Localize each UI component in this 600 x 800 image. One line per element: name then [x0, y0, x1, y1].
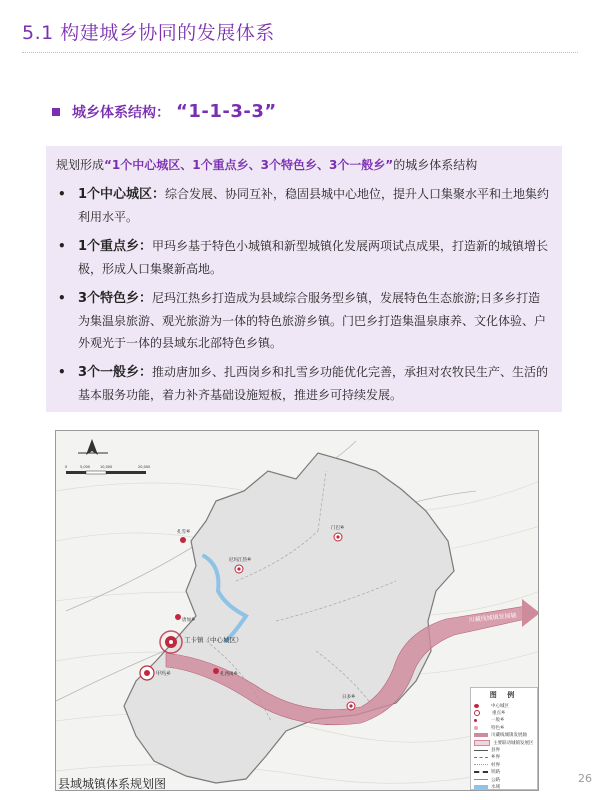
- item-label: 3个特色乡：: [78, 291, 153, 306]
- scale-label: 10,000: [100, 465, 113, 469]
- legend-item: 水域: [474, 783, 534, 790]
- scale-label: 0: [65, 465, 68, 469]
- bullet-dot-icon: •: [58, 365, 66, 379]
- place-label-menba: 门巴乡: [331, 526, 345, 531]
- section-heading-label: 城乡体系结构：: [72, 104, 170, 121]
- page-number: 26: [578, 772, 592, 785]
- intro-paragraph: [56, 154, 552, 176]
- intro-highlight: “1个中心城区、1个重点乡、3个特色乡、3个一般乡”: [104, 158, 394, 172]
- title-divider: [22, 52, 578, 53]
- map-canvas: [56, 431, 539, 791]
- place-tangjia: [175, 614, 196, 623]
- square-bullet-icon: [52, 108, 60, 116]
- place-label-center: 工卡镇（中心城区）: [184, 636, 243, 644]
- legend-item: 特色乡: [474, 724, 534, 731]
- place-label-jiama: 甲玛乡: [156, 671, 172, 677]
- legend-title: 图 例: [489, 691, 519, 699]
- legend-item: 村界: [474, 761, 534, 768]
- place-label-nima: 尼玛江热乡: [229, 558, 252, 563]
- place-label-tangjia: 唐加乡: [182, 618, 196, 623]
- legend-item: 川藏线城镇发展轴: [474, 732, 534, 739]
- item-text: 综合发展、协同互补，稳固县城中心地位，提升人口集聚水平和土地集约利用水平。: [78, 187, 550, 224]
- page-title: 5.1 构建城乡协同的发展体系: [22, 22, 275, 44]
- section-heading: [52, 101, 277, 122]
- item-text: 推动唐加乡、扎西岗乡和扎雪乡功能优化完善，承担对农牧民生产、生活的基本服务功能，着力补齐基础设施短板，推进乡可持续发展。: [78, 365, 549, 402]
- list-item: [56, 287, 552, 354]
- item-label: 1个中心城区：: [78, 187, 166, 202]
- intro-before: 规划形成: [56, 158, 105, 172]
- legend-item: 一般乡: [474, 717, 534, 724]
- legend-item: 中心城区: [474, 702, 534, 709]
- bullet-dot-icon: •: [58, 187, 66, 201]
- item-label: 3个一般乡：: [78, 365, 153, 380]
- scale-label: 20,000: [138, 465, 151, 469]
- legend-item: 重点乡: [474, 709, 534, 716]
- item-text: 甲玛乡基于特色小城镇和新型城镇化发展两项试点成果，打造新的城镇增长极，形成人口集聚新高地。: [78, 239, 549, 276]
- item-text: 尼玛江热乡打造成为县域综合服务型乡镇，发展特色生态旅游;日多乡打造为集温泉旅游、观光旅游为一体的特色旅游乡镇。门巴乡打造集温泉康养、文化体验、户外观光于一体的县域东北部特色乡镇。: [78, 291, 547, 350]
- corridor-arrow-icon: [522, 599, 539, 627]
- legend-item: 县界: [474, 746, 534, 753]
- place-label-riduo: 日多乡: [342, 695, 356, 700]
- scale-label: 5,000: [80, 465, 91, 469]
- section-heading-code: “1-1-3-3”: [176, 101, 277, 122]
- list-item: [56, 183, 552, 228]
- list-item: [56, 235, 552, 280]
- north-arrow-icon: [78, 439, 108, 455]
- scale-bar: [65, 465, 150, 474]
- legend-item: 主要联动城镇发展区: [474, 739, 534, 746]
- legend-item: 铁路: [474, 769, 534, 776]
- bullet-dot-icon: •: [58, 291, 66, 305]
- county-boundary: [124, 453, 454, 783]
- map-legend: [470, 687, 538, 790]
- legend-item: 乡界: [474, 754, 534, 761]
- place-label-zhaxue: 扎雪乡: [177, 530, 191, 535]
- item-label: 1个重点乡：: [78, 239, 153, 254]
- place-label-zhaxigang: 扎西岗乡: [220, 672, 238, 677]
- county-town-system-map: [55, 430, 539, 791]
- bullet-dot-icon: •: [58, 239, 66, 253]
- corridor-label: 川藏线城镇发展轴: [468, 612, 517, 624]
- map-caption: 县域城镇体系规划图: [58, 777, 167, 791]
- legend-item: 公路: [474, 776, 534, 783]
- structure-description-box: [46, 146, 562, 412]
- list-item: [56, 361, 552, 406]
- intro-after: 的城乡体系结构: [393, 158, 478, 172]
